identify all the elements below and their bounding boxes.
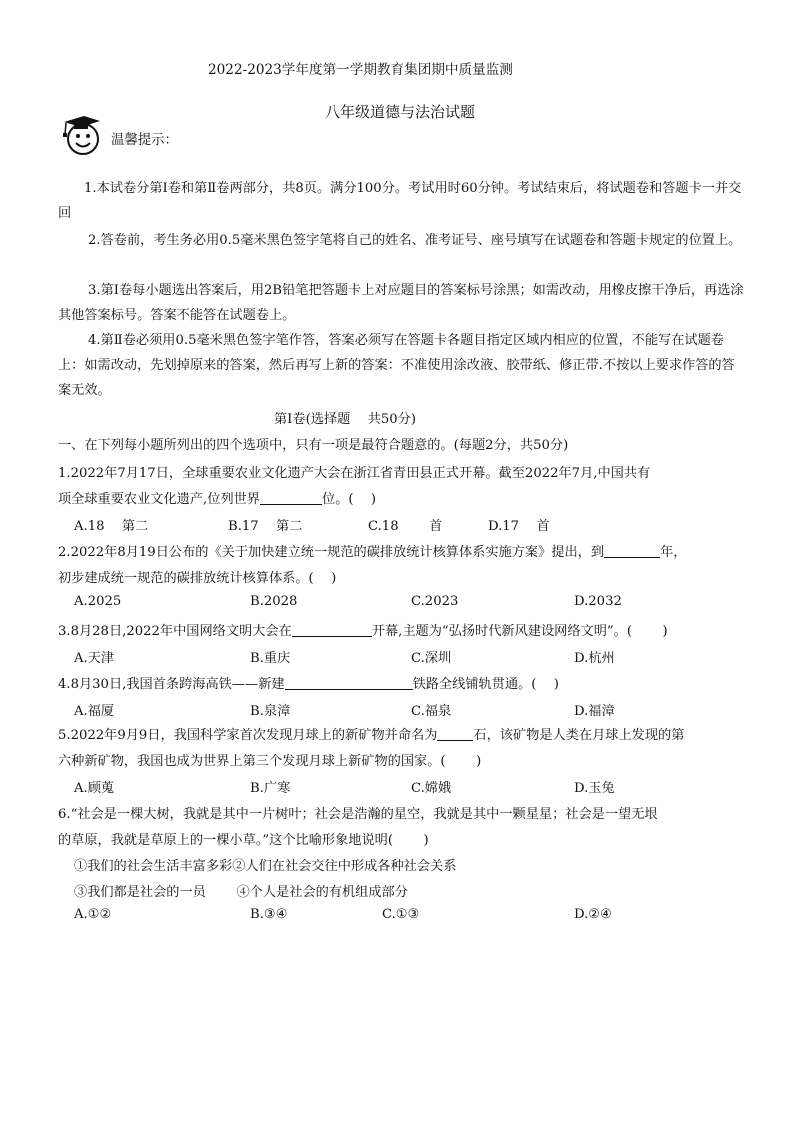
instruction-4: 4.第Ⅱ卷必须用0.5毫米黑色签字笔作答，答案必须写在答题卡各题目指定区域内相应的位置，不能写在试题卷上：如需改动，先划掉原来的答案，然后再写上新的答案：不准使用涂改液、胶带纸、修正带.不按以上要求作答的答案无效。 <box>58 333 735 398</box>
question-4-option-c: C.福泉 <box>411 704 452 719</box>
question-5-blank <box>437 726 473 741</box>
question-2-option-a: A.2025 <box>74 594 122 609</box>
question-4-option-d: D.福漳 <box>574 704 615 719</box>
question-3-option-d: D.杭州 <box>574 651 615 666</box>
question-2-text-b: 年， <box>660 545 687 560</box>
question-2-option-c: C.2023 <box>411 594 459 609</box>
question-6-line-2: 的草原，我就是草原上的一棵小草。”这个比喻形象地说明( ) <box>58 833 429 848</box>
question-5-option-a: A.顾蒐 <box>74 781 115 796</box>
question-4-option-b: B.泉漳 <box>250 704 291 719</box>
question-6-option-d: D.②④ <box>574 907 612 922</box>
question-6-option-c: C.①③ <box>382 907 420 922</box>
question-3-option-a: A.天津 <box>74 651 115 666</box>
question-3-text-a: 3.8月28日,2022年中国网络文明大会在 <box>58 624 292 639</box>
question-2-option-b: B.2028 <box>250 594 298 609</box>
exam-title: 2022-2023学年度第一学期教育集团期中质量监测 <box>208 62 513 78</box>
question-3-text-b: 开幕,主题为“弘扬时代新风建设网络文明”。( ) <box>371 624 668 639</box>
question-1-option-a: A.18 第二 <box>74 519 149 534</box>
question-5-option-b: B.广寒 <box>250 781 291 796</box>
instruction-3: 3.第Ⅰ卷每小题选出答案后，用2B铅笔把答题卡上对应题目的答案标号涂黑；如需改动，用橡皮擦干净后，再选涂其他答案标号。答案不能答在试题卷上。 <box>58 283 744 323</box>
question-6-statement-2: ③我们都是社会的一员 ④个人是社会的有机组成部分 <box>74 885 408 900</box>
question-3-blank <box>292 622 372 637</box>
question-1-line-2 <box>58 488 376 507</box>
question-5-text-a: 5.2022年9月9日，我国科学家首次发现月球上的新矿物并命名为 <box>58 728 438 743</box>
question-1-option-b: B.17 第二 <box>228 519 303 534</box>
question-5-option-c: C.嫦娥 <box>411 781 452 796</box>
question-5-option-d: D.玉兔 <box>574 781 615 796</box>
question-1-text-b: 位。( ) <box>322 492 377 507</box>
instruction-1: 1.本试卷分第Ⅰ卷和第Ⅱ卷两部分，共8页。满分100分。考试用时60分钟。考试结束后，将试题卷和答题卡一并交回 <box>58 181 742 221</box>
question-2-line-2: 初步建成统一规范的碳排放统计核算体系。( ) <box>58 571 337 586</box>
question-5-line-2: 六种新矿物，我国也成为世界上第三个发现月球上新矿物的国家。( ) <box>58 754 482 769</box>
question-1-line-1: 1.2022年7月17日，全球重要农业文化遗产大会在浙江省青田县正式开幕。截至2022年7月,中国共有 <box>58 466 651 481</box>
question-6-line-1: 6.“社会是一棵大树，我就是其中一片树叶；社会是浩瀚的星空，我就是其中一颗星星；社会是一望无垠 <box>58 807 658 822</box>
question-1-option-c: C.18 首 <box>368 519 443 534</box>
question-2-line-1 <box>58 541 686 560</box>
question-2-blank <box>604 543 660 558</box>
question-5-text-b: 石，该矿物是人类在月球上发现的第 <box>473 728 685 743</box>
question-1-text-a: 项全球重要农业文化遗产,位列世界 <box>58 492 261 507</box>
question-4-blank <box>285 675 413 690</box>
question-6-option-b: B.③④ <box>250 907 288 922</box>
subject-title: 八年级道德与法治试题 <box>325 103 476 121</box>
question-4-option-a: A.福厦 <box>74 704 115 719</box>
question-1-option-d: D.17 首 <box>488 519 550 534</box>
question-3-line-1 <box>58 620 668 639</box>
instruction-2: 2.答卷前，考生务必用0.5毫米黑色签字笔将自己的姓名、准考证号、座号填写在试题卷和答题卡规定的位置上。 <box>88 233 742 248</box>
section-directions: 一、在下列每小题所列出的四个选项中，只有一项是最符合题意的。(每题2分，共50分) <box>58 438 569 453</box>
question-4-text-a: 4.8月30日,我国首条跨海高铁——新建 <box>58 677 285 692</box>
tips-label: 温馨提示： <box>111 133 178 148</box>
section-title: 第Ⅰ卷(选择题 共50分) <box>274 412 416 427</box>
graduate-smiley-icon <box>60 112 104 160</box>
question-6-option-a: A.①② <box>74 907 112 922</box>
question-2-text-a: 2.2022年8月19日公布的《关于加快建立统一规范的碳排放统计核算体系实施方案》提出，到 <box>58 545 605 560</box>
question-4-text-b: 铁路全线铺轨贯通。( ) <box>412 677 559 692</box>
question-6-statement-1: ①我们的社会生活丰富多彩②人们在社会交往中形成各种社会关系 <box>74 859 457 874</box>
question-4-line-1 <box>58 673 559 692</box>
question-1-blank <box>260 490 322 505</box>
question-2-option-d: D.2032 <box>574 594 622 609</box>
question-3-option-c: C.深圳 <box>411 651 452 666</box>
question-5-line-1 <box>58 724 684 743</box>
question-3-option-b: B.重庆 <box>250 651 291 666</box>
